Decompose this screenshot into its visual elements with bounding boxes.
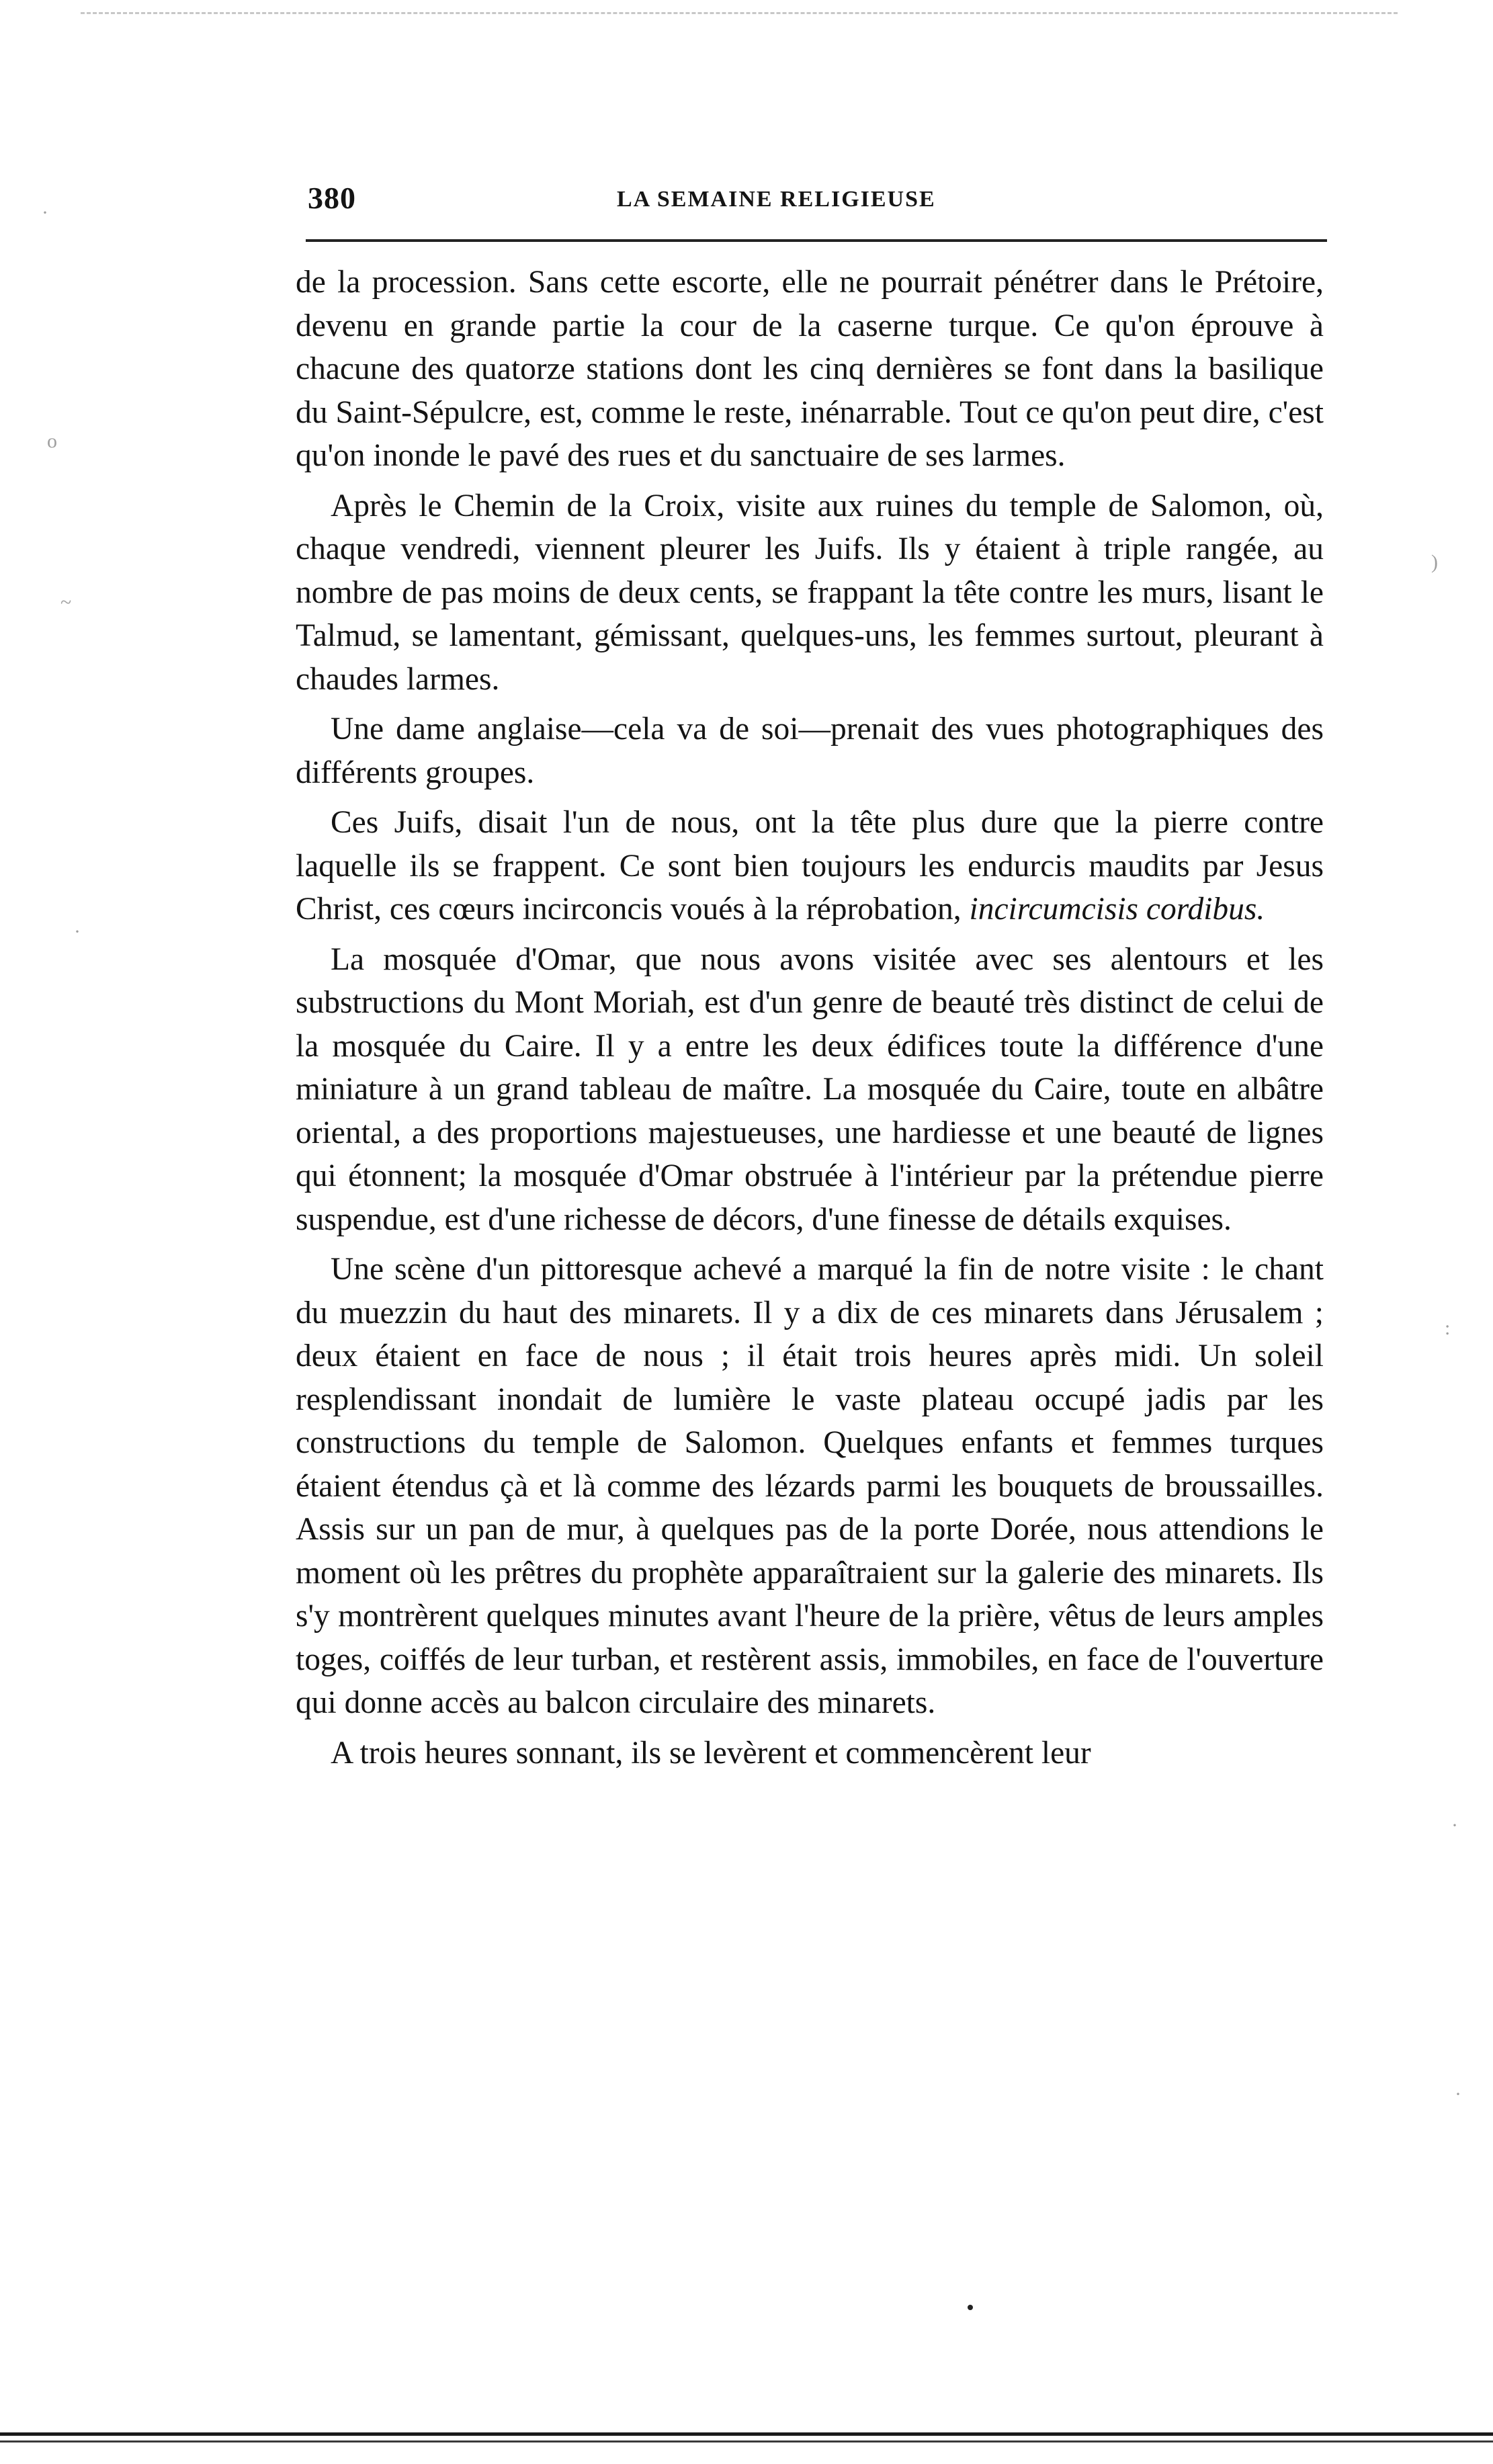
bottom-rule-thin bbox=[0, 2440, 1493, 2442]
scan-edge-noise bbox=[81, 12, 1398, 18]
paragraph-4 bbox=[296, 801, 1324, 931]
bottom-rule-thick bbox=[0, 2432, 1493, 2436]
paragraph-1: de la procession. Sans cette escorte, elle ne pourrait pénétrer dans le Prétoire, devenu en grande partie la cour de la caserne turque. Ce qu'on éprouve à chacune des quatorze stations dont les cinq dernières se font dans la basilique du Saint-Sépulcre, est, comme le reste, inénarrable. Tout ce qu'on peut dire, c'est qu'on inonde le pavé des rues et du sanctuaire de ses larmes. bbox=[296, 265, 1324, 473]
running-title: LA SEMAINE RELIGIEUSE bbox=[617, 187, 936, 212]
paragraph-5: La mosquée d'Omar, que nous avons visitée avec ses alentours et les substructions du Mont Moriah, est d'un genre de beauté très distinct de celui de la mosquée du Caire. Il y a entre les deux édifices toute la différence d'une miniature à un grand tableau de maître. La mosquée du Caire, toute en albâtre oriental, a des proportions majestueuses, une hardiesse et une beauté de lignes qui étonnent; la mosquée d'Omar obstruée à l'intérieur par la prétendue pierre suspendue, est d'une richesse de décors, d'une finesse de détails exquises. bbox=[296, 941, 1324, 1237]
paragraph-2: Après le Chemin de la Croix, visite aux ruines du temple de Salomon, où, chaque vendredi, viennent pleurer les Juifs. Ils y étaient à triple rangée, au nombre de pas moins de deux cents, se frappant la tête contre les murs, lisant le Talmud, se lamentant, gémissant, quelques-uns, les femmes surtout, pleurant à chaudes larmes. bbox=[296, 488, 1324, 697]
paragraph-4-text: Ces Juifs, disait l'un de nous, ont la tête plus dure que la pierre contre laquelle ils se frappent. Ce sont bien toujours les endurcis maudits par Jesus Christ, ces cœurs incirconcis voués à la réprobation, bbox=[296, 805, 1324, 927]
paragraph-7: A trois heures sonnant, ils se levèrent et commencèrent leur bbox=[331, 1735, 1091, 1771]
bottom-border-rules bbox=[0, 2432, 1493, 2453]
paragraph-6: Une scène d'un pittoresque achevé a marqué la fin de notre visite : le chant du muezzin du haut des minarets. Il y a dix de ces minarets dans Jérusalem ; deux étaient en face de nous ; il était trois heures après midi. Un soleil resplendissant inondait de lumière le vaste plateau occupé jadis par les constructions du temple de Salomon. Quelques enfants et femmes turques étaient étendus çà et là comme des lézards parmi les bouquets de broussailles. Assis sur un pan de mur, à quelques pas de la porte Dorée, nous attendions le moment où les prêtres du prophète apparaîtraient sur la galerie des minarets. Ils s'y montrèrent quelques minutes avant l'heure de la prière, vêtus de leurs amples toges, coiffés de leur turban, et restèrent assis, immobiles, en face de l'ouverture qui donne accès au balcon circulaire des minarets. bbox=[296, 1252, 1324, 1720]
ink-dot bbox=[968, 2305, 973, 2310]
page-header bbox=[301, 176, 1329, 223]
body-text bbox=[296, 261, 1324, 1781]
header-rule bbox=[306, 239, 1327, 242]
latin-quote: incircumcisis cordibus. bbox=[969, 892, 1265, 927]
paragraph-3: Une dame anglaise—cela va de soi—prenait des vues photographiques des différents groupes. bbox=[296, 712, 1324, 790]
page-number: 380 bbox=[308, 181, 356, 215]
